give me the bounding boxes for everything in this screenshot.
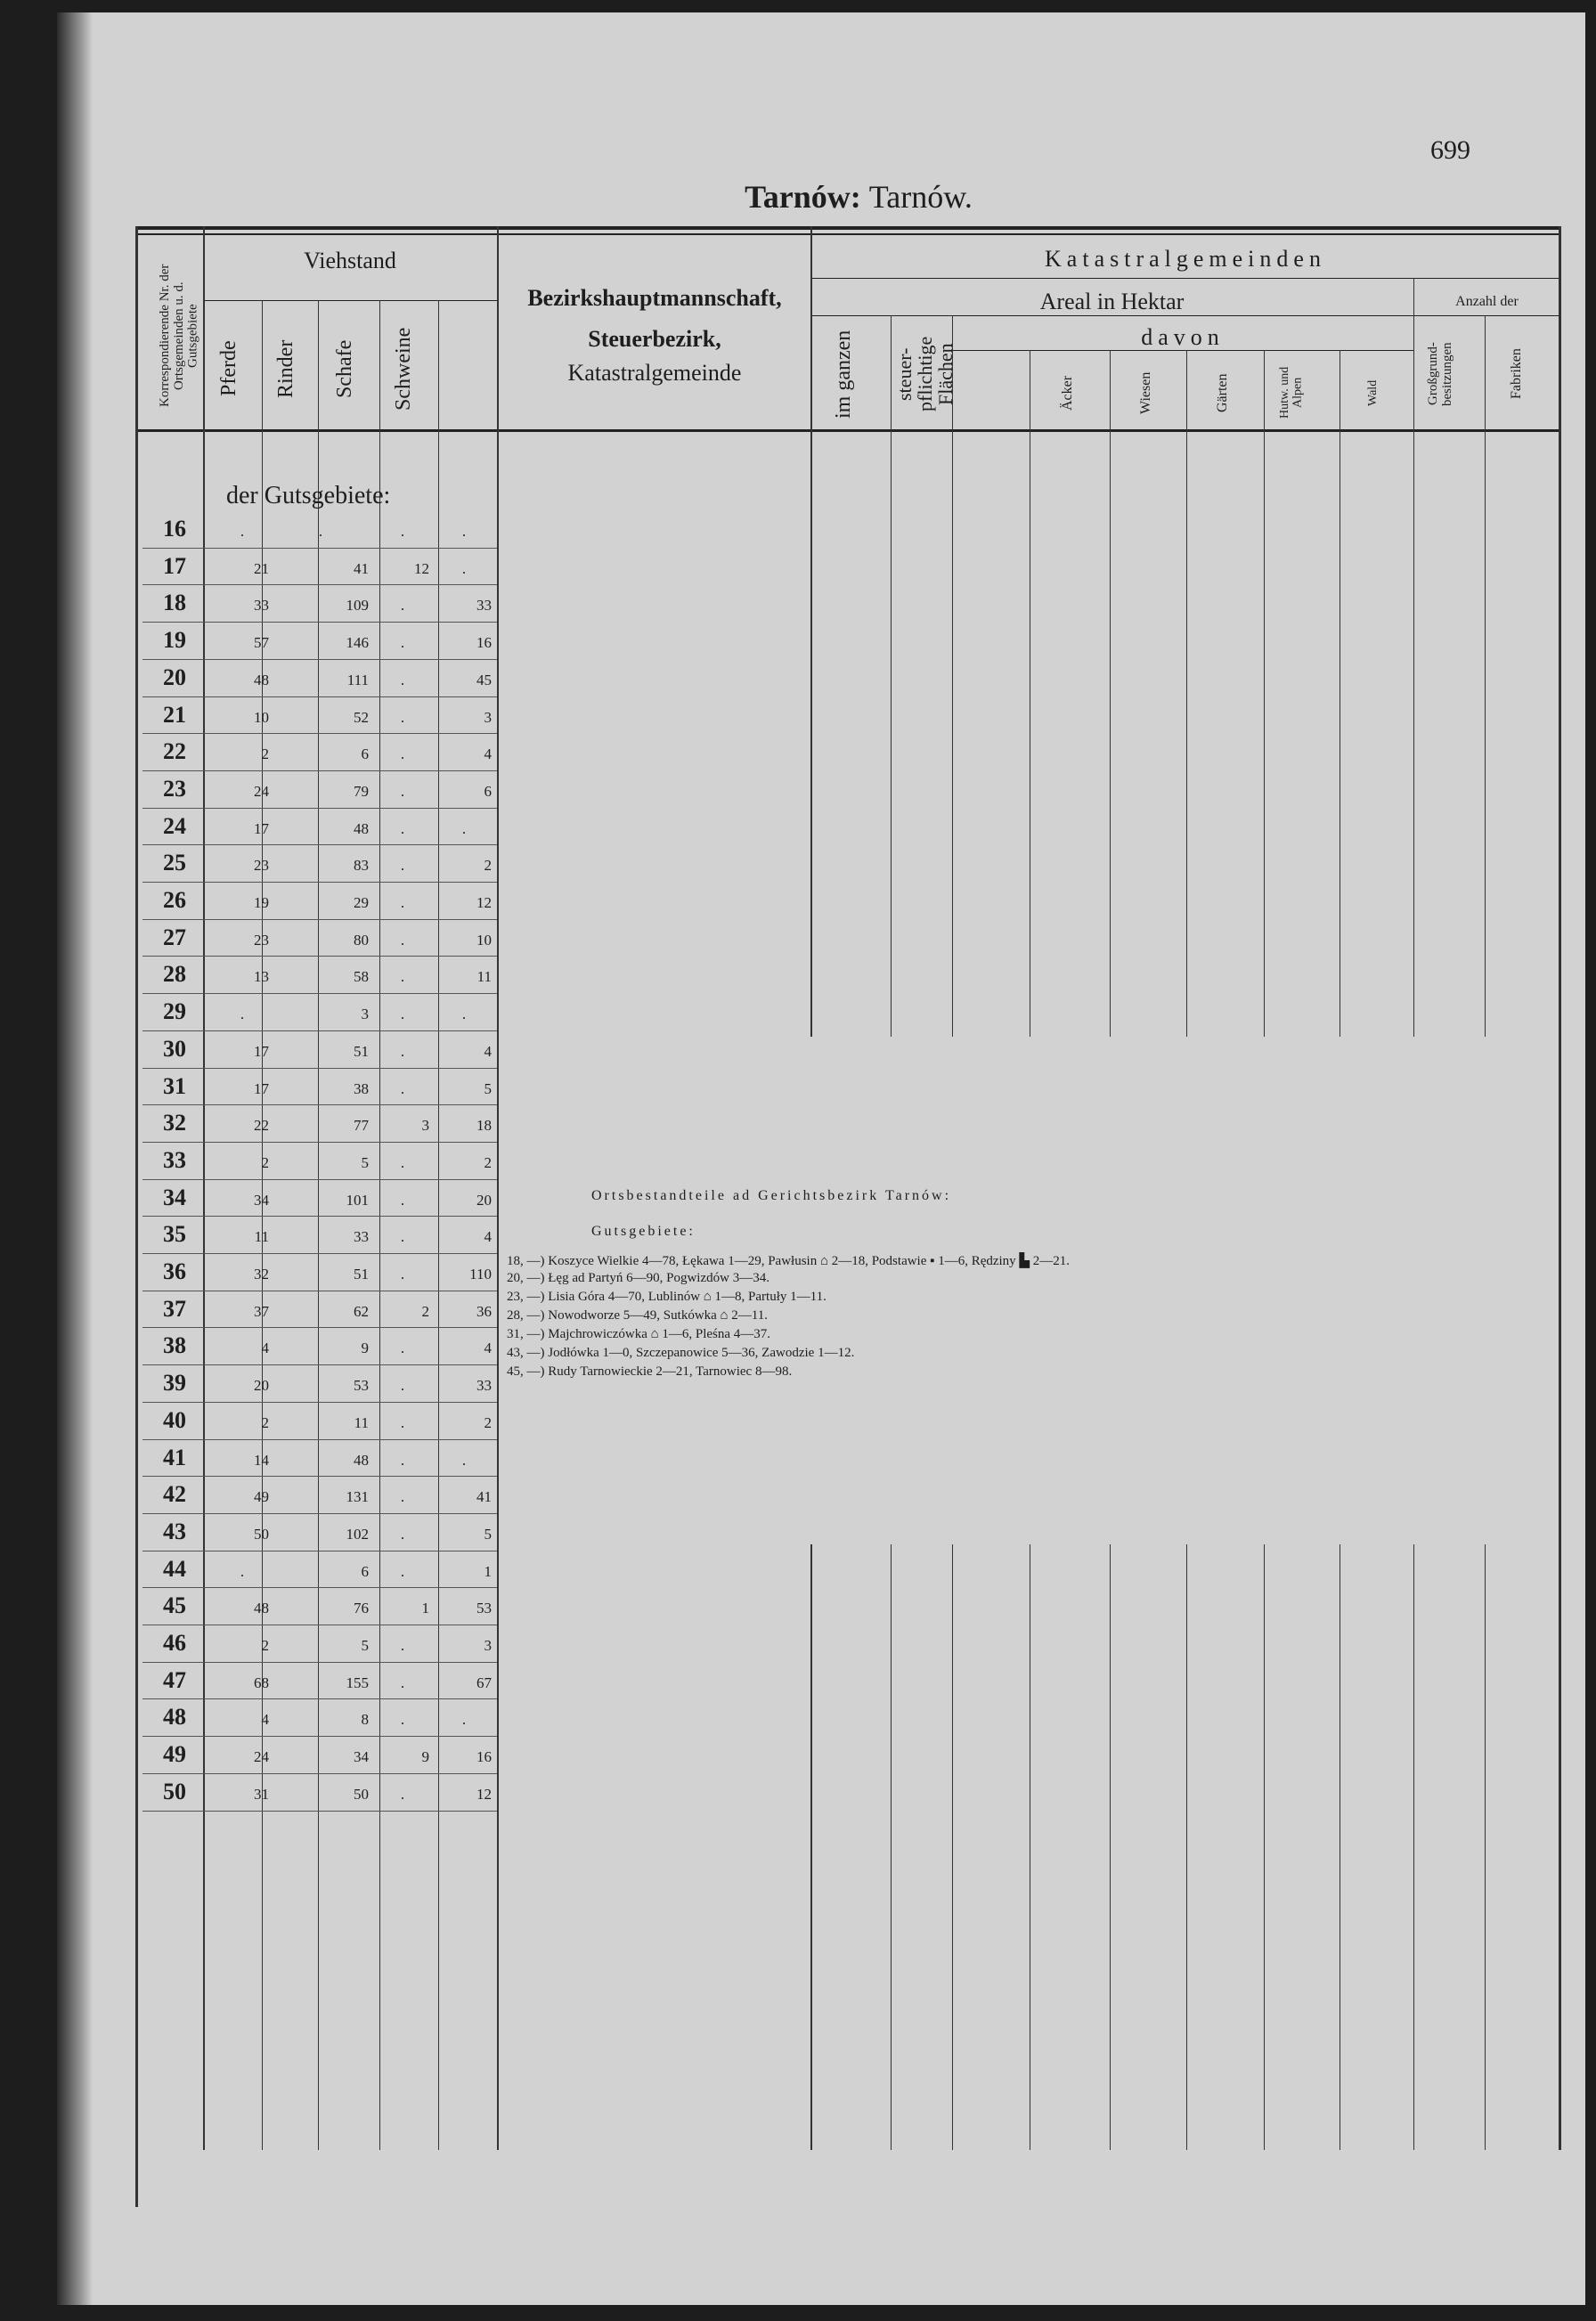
row-rule [142,993,497,994]
cell-schafe: . [400,782,405,800]
cell-pferde: 4 [261,1711,269,1729]
table-top-rule [135,226,1560,230]
cell-pferde: . [240,523,245,540]
row-rule [142,844,497,845]
row-number: 22 [163,738,186,765]
section-subheading: der Gutsgebiete: [226,482,391,509]
note-heading: Ortsbestandteile ad Gerichtsbezirk Tarnów: [591,1188,952,1203]
cell-pferde: 2 [261,1413,269,1431]
cell-schweine: 1 [484,1562,492,1580]
cell-schafe: . [400,1413,405,1431]
cell-schweine: . [461,1006,467,1023]
col-sep-steuer [952,315,953,1037]
row-number: 27 [163,924,186,950]
areal-rule [810,315,1560,316]
cell-pferde: 23 [254,857,269,875]
cell-rinder: 51 [354,1042,369,1060]
cell-schafe: . [400,671,405,688]
row-number: 17 [163,552,186,579]
cell-rinder: 41 [354,559,369,577]
row-rule [142,1773,497,1774]
cell-rinder: 101 [346,1191,369,1209]
cell-rinder: 6 [361,745,369,763]
row-number: 47 [163,1666,186,1693]
cell-schweine: 16 [476,634,492,652]
row-number: 20 [163,664,186,690]
cell-schweine: 41 [476,1488,492,1506]
row-rule [142,1030,497,1031]
row-rule [142,808,497,809]
cell-rinder: 52 [354,708,369,726]
cell-schweine: 20 [476,1191,492,1209]
note-entry: 18, —) Koszyce Wielkie 4—78, Łękawa 1—29, Pawłusin ⌂ 2—18, Podstawie ▪ 1—6, Rędziny ▙ 2—21. [507,1254,1070,1268]
binding-shadow [57,12,93,2305]
cell-pferde: 34 [254,1191,269,1209]
cell-schafe: 1 [421,1600,429,1617]
col-sep-hutw-lower [1264,1544,1265,2150]
cell-rinder: 33 [354,1228,369,1246]
row-rule [142,1587,497,1588]
row-rule [142,622,497,623]
cell-schweine: 67 [476,1674,492,1691]
cell-rinder: 34 [354,1748,369,1766]
right-border [1559,226,1561,2150]
row-rule [142,1142,497,1143]
row-rule [142,1439,497,1440]
row-rule [142,1476,497,1477]
cell-pferde: 2 [261,1153,269,1171]
row-rule [142,1736,497,1737]
cell-rinder: 77 [354,1117,369,1135]
row-rule [142,1327,497,1328]
cell-pferde: 20 [254,1377,269,1395]
cell-rinder: 53 [354,1377,369,1395]
cell-pferde: 50 [254,1525,269,1543]
cell-rinder: 29 [354,894,369,911]
cell-schafe: . [400,634,405,652]
row-number: 34 [163,1184,186,1210]
cell-pferde: 68 [254,1674,269,1691]
cell-rinder: 6 [361,1562,369,1580]
cell-schweine: 4 [484,1228,492,1246]
row-number: 18 [163,590,186,616]
note-entry: 28, —) Nowodworze 5—49, Sutkówka ⌂ 2—11. [507,1308,768,1323]
row-rule [142,584,497,585]
cell-schafe: . [400,1191,405,1209]
row-number: 35 [163,1221,186,1248]
col-sep-vieh [497,226,499,2150]
cell-pferde: 33 [254,597,269,615]
col-sep-steuer-lower [952,1544,953,2150]
header-fabriken: Fabriken [1509,348,1524,400]
cell-schweine: 5 [484,1079,492,1097]
scanned-page [57,12,1585,2305]
cell-schweine: . [461,523,467,540]
row-number: 28 [163,961,186,988]
row-number: 49 [163,1741,186,1768]
header-areal: Areal in Hektar [1039,289,1185,314]
cell-schafe: . [400,1079,405,1097]
row-rule [142,659,497,660]
row-number: 44 [163,1555,186,1582]
col-sep-ganzen [891,315,892,1037]
cell-schweine: 18 [476,1117,492,1135]
cell-schafe: . [400,1637,405,1654]
note-entry: 23, —) Lisia Góra 4—70, Lublinów ⌂ 1—8, Partuły 1—11. [507,1290,826,1304]
cell-schweine: 12 [476,894,492,911]
header-pferde: Pferde [217,340,240,397]
row-number: 42 [163,1481,186,1508]
cell-schafe: 12 [414,559,429,577]
header-gross: Großgrund-besitzungen [1426,342,1454,406]
header-bottom-rule [135,429,1560,432]
cell-pferde: 24 [254,782,269,800]
cell-pferde: 17 [254,1042,269,1060]
cell-schafe: 2 [421,1302,429,1320]
row-number: 30 [163,1035,186,1062]
cell-pferde: 11 [254,1228,269,1246]
col-sep-gross [1485,315,1486,1037]
row-number: 21 [163,701,186,728]
col-sep-anzahl-lower [1413,1544,1414,2150]
cell-schweine: 3 [484,708,492,726]
cell-rinder: 5 [361,1153,369,1171]
katastral-rule [810,278,1560,279]
cell-schafe: . [400,968,405,986]
note-subheading: Gutsgebiete: [591,1224,696,1239]
cell-rinder: 155 [346,1674,369,1691]
cell-pferde: 57 [254,634,269,652]
header-steuer: steuer-pflichtige Flächen [893,336,957,412]
row-rule [142,1216,497,1217]
cell-rinder: 9 [361,1340,369,1357]
col-sep-bezirk-lower [810,1544,812,2150]
cell-schafe: . [400,1562,405,1580]
row-rule [142,1662,497,1663]
row-rule [142,1253,497,1254]
row-number: 37 [163,1295,186,1322]
cell-pferde: 37 [254,1302,269,1320]
row-rule [142,1513,497,1514]
cell-schafe: 9 [421,1748,429,1766]
col-sep-wiesen-lower [1110,1544,1111,2150]
row-rule [142,548,497,549]
note-entry: 45, —) Rudy Tarnowieckie 2—21, Tarnowiec 8—98. [507,1364,793,1379]
col-sep-gross-lower [1485,1544,1486,2150]
row-rule [142,956,497,957]
cell-schweine: 53 [476,1600,492,1617]
cell-pferde: 13 [254,968,269,986]
note-entry: 43, —) Jodłówka 1—0, Szczepanowice 5—36, Zawodzie 1—12. [507,1346,855,1360]
cell-rinder: 79 [354,782,369,800]
cell-schafe: . [400,1377,405,1395]
row-number: 48 [163,1704,186,1731]
header-wald: Wald [1366,379,1380,406]
header-rinder: Rinder [274,339,297,398]
row-number: 19 [163,627,186,654]
row-rule [142,696,497,697]
cell-rinder: 58 [354,968,369,986]
cell-schweine: 4 [484,1042,492,1060]
note-entry: 31, —) Majchrowiczówka ⌂ 1—6, Pleśna 4—37. [507,1327,771,1341]
cell-schweine: 2 [484,1153,492,1171]
col-sep-gaerten [1186,350,1187,1037]
cell-rinder: 131 [346,1488,369,1506]
cell-schafe: . [400,1488,405,1506]
col-sep-ganzen-lower [891,1544,892,2150]
row-number: 50 [163,1778,186,1804]
header-schafe: Schafe [333,339,356,398]
cell-schafe: . [400,1674,405,1691]
cell-pferde: 23 [254,931,269,949]
cell-schweine: 110 [469,1266,492,1283]
cell-schafe: . [400,1525,405,1543]
left-border [135,226,138,2207]
cell-rinder: 83 [354,857,369,875]
cell-pferde: 14 [254,1451,269,1469]
header-davon: davon [1141,324,1225,350]
col-sep-anzahl [1413,278,1414,1037]
cell-rinder: 5 [361,1637,369,1654]
cell-pferde: 32 [254,1266,269,1283]
cell-pferde: . [240,1006,245,1023]
cell-rinder: 8 [361,1711,369,1729]
row-number: 26 [163,887,186,913]
header-korr-nr: Korrespondierende Nr. der Ortsgemeinden u. d. Gutsgebiete [158,264,200,408]
cell-rinder: 50 [354,1785,369,1803]
row-number: 33 [163,1146,186,1173]
cell-schweine: 33 [476,597,492,615]
cell-schafe: . [400,1451,405,1469]
cell-pferde: 19 [254,894,269,911]
cell-pferde: 49 [254,1488,269,1506]
cell-schweine: 5 [484,1525,492,1543]
table-top-rule-thin [135,233,1560,235]
row-number: 43 [163,1518,186,1544]
page-title [680,178,1037,216]
cell-pferde: 2 [261,745,269,763]
cell-rinder: 62 [354,1302,369,1320]
row-number: 36 [163,1258,186,1284]
cell-rinder: 3 [361,1006,369,1023]
cell-schweine: . [461,1711,467,1729]
cell-schafe: . [400,708,405,726]
cell-schweine: 3 [484,1637,492,1654]
cell-schweine: 4 [484,1340,492,1357]
cell-pferde: . [240,1562,245,1580]
cell-schweine: 45 [476,671,492,688]
row-rule [142,1179,497,1180]
cell-schweine: 16 [476,1748,492,1766]
cell-pferde: 17 [254,1079,269,1097]
cell-schweine: 12 [476,1785,492,1803]
cell-schafe: . [400,597,405,615]
row-number: 24 [163,812,186,839]
cell-rinder: . [318,523,323,540]
cell-rinder: 80 [354,931,369,949]
cell-rinder: 48 [354,1451,369,1469]
cell-pferde: 22 [254,1117,269,1135]
row-number: 39 [163,1370,186,1397]
row-rule [142,1364,497,1365]
cell-schafe: . [400,1042,405,1060]
row-number: 25 [163,850,186,876]
row-number: 38 [163,1332,186,1359]
cell-schweine: 2 [484,1413,492,1431]
title-district: Tarnów: [745,179,861,215]
cell-pferde: 48 [254,671,269,688]
row-number: 32 [163,1110,186,1136]
cell-schafe: . [400,1785,405,1803]
col-sep-wiesen [1110,350,1111,1037]
cell-rinder: 146 [346,634,369,652]
row-rule [142,882,497,883]
row-rule [142,1811,497,1812]
row-rule [142,919,497,920]
cell-schafe: . [400,523,405,540]
cell-rinder: 51 [354,1266,369,1283]
cell-schafe: . [400,1340,405,1357]
cell-rinder: 76 [354,1600,369,1617]
cell-schweine: 10 [476,931,492,949]
cell-schweine: . [461,559,467,577]
cell-rinder: 109 [346,597,369,615]
note-entry: 20, —) Łęg ad Partyń 6—90, Pogwizdów 3—34. [507,1271,770,1285]
header-aecker: Äcker [1060,375,1075,411]
header-anzahl: Anzahl der [1455,294,1519,309]
row-rule [142,733,497,734]
cell-pferde: 21 [254,559,269,577]
row-rule [142,1104,497,1105]
row-number: 46 [163,1630,186,1656]
header-katastral: Katastralgemeinden [1045,246,1326,272]
header-gaerten: Gärten [1215,373,1230,412]
row-number: 16 [163,516,186,542]
cell-schafe: . [400,819,405,837]
row-rule [142,1068,497,1069]
row-rule [142,1698,497,1699]
cell-pferde: 24 [254,1748,269,1766]
cell-schafe: 3 [421,1117,429,1135]
cell-schweine: . [461,1451,467,1469]
cell-pferde: 2 [261,1637,269,1654]
col-sep-bezirk [810,226,812,1037]
row-number: 23 [163,775,186,802]
row-number: 31 [163,1072,186,1099]
cell-rinder: 111 [346,671,369,688]
cell-schafe: . [400,745,405,763]
cell-schafe: . [400,894,405,911]
row-number: 29 [163,998,186,1025]
cell-schafe: . [400,1266,405,1283]
cell-schafe: . [400,931,405,949]
cell-schafe: . [400,1153,405,1171]
cell-pferde: 4 [261,1340,269,1357]
cell-pferde: 10 [254,708,269,726]
cell-schweine: 36 [476,1302,492,1320]
cell-schweine: 4 [484,745,492,763]
cell-rinder: 102 [346,1525,369,1543]
cell-pferde: 48 [254,1600,269,1617]
header-hutw: Hutw. und Alpen [1278,366,1305,419]
cell-rinder: 48 [354,819,369,837]
header-bezirk-2: Steuerbezirk, [588,326,721,352]
row-number: 41 [163,1444,186,1470]
cell-schweine: 6 [484,782,492,800]
header-im-ganzen: im ganzen [832,330,855,419]
cell-schweine: 11 [476,968,492,986]
title-district-pl: Tarnów. [868,179,973,215]
header-bezirk-3: Katastralgemeinde [567,360,742,386]
cell-schweine: 2 [484,857,492,875]
cell-schweine: 33 [476,1377,492,1395]
cell-schafe: . [400,1006,405,1023]
cell-pferde: 17 [254,819,269,837]
cell-rinder: 11 [354,1413,369,1431]
viehstand-rule [203,300,497,301]
row-number: 45 [163,1592,186,1619]
header-schweine: Schweine [392,327,415,411]
cell-schweine: . [461,819,467,837]
cell-schafe: . [400,1711,405,1729]
header-viehstand: Viehstand [304,248,396,273]
row-number: 40 [163,1406,186,1433]
cell-rinder: 38 [354,1079,369,1097]
row-rule [142,770,497,771]
col-sep-gaerten-lower [1186,1544,1187,2150]
row-rule [142,1402,497,1403]
cell-schafe: . [400,1228,405,1246]
col-sep-hutw [1264,350,1265,1037]
header-bezirk-1: Bezirkshauptmannschaft, [527,285,782,311]
cell-pferde: 31 [254,1785,269,1803]
page-number: 699 [1430,135,1470,165]
cell-schafe: . [400,857,405,875]
header-wiesen: Wiesen [1138,371,1153,414]
